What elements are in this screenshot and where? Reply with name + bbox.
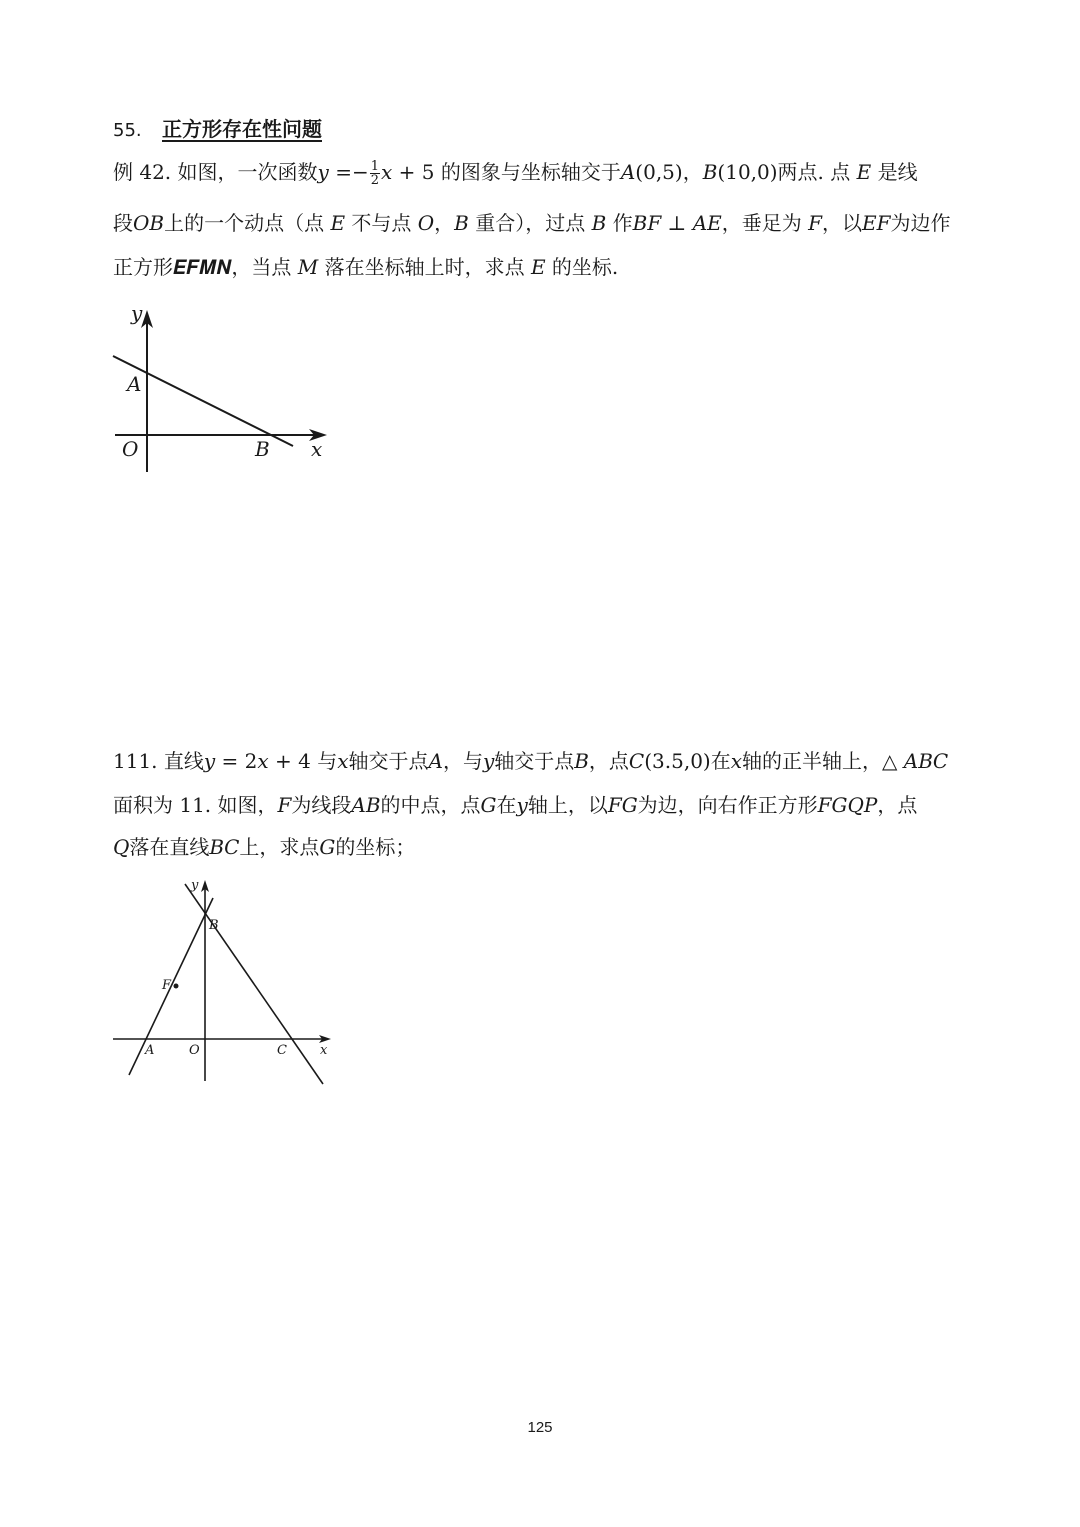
point-a: A [620, 160, 636, 184]
point-b: B [702, 160, 718, 184]
fraction-numerator: 1 [370, 159, 379, 174]
problem111-line3: 𝑄落在直线𝐵𝐶上，求点𝐺的坐标； [113, 835, 416, 859]
example42-line1-tail: 是线 [871, 160, 918, 184]
example42-intro: 例 42. 如图，一次函数 [113, 160, 318, 184]
label-c: C [277, 1043, 287, 1058]
point-b-coord: (10,0)两点. 点 [717, 160, 857, 184]
label-x: x [311, 437, 323, 461]
problem111-line1: 111. 直线𝑦 = 2𝑥 + 4 与𝑥轴交于点𝐴，与𝑦轴交于点𝐵，点𝐶(3.5,0)在𝑥轴的正半轴上，△ 𝐴𝐵𝐶 [113, 749, 949, 773]
example42-line2: 段𝑂𝐵上的一个动点（点 𝐸 不与点 𝑂，𝐵 重合），过点 𝐵 作𝐵𝐹 ⊥ 𝐴𝐸，垂足为 𝐹，以𝐸𝐹为边作 [113, 211, 951, 235]
label-f: F [162, 978, 172, 993]
eq-x: x [381, 160, 393, 184]
point-a-coord: (0,5)， [635, 160, 703, 184]
eq-y: y [317, 160, 329, 184]
label-o: O [189, 1043, 200, 1058]
label-a: A [127, 372, 142, 396]
label-o: O [122, 437, 139, 461]
label-a: A [145, 1043, 155, 1058]
point-e: E [856, 160, 872, 184]
eq-equals: =− [328, 160, 369, 184]
label-b: B [209, 918, 219, 933]
line-ab [113, 356, 293, 446]
section-title: 正方形存在性问题 [162, 117, 322, 141]
point-f-dot [174, 984, 179, 989]
fraction-denominator: 2 [370, 173, 379, 188]
problem111-line2: 面积为 11. 如图，𝐹为线段𝐴𝐵的中点，点𝐺在𝑦轴上，以𝐹𝐺为边，向右作正方形𝐹𝐺𝑄𝑃，点 [113, 793, 918, 817]
problem111-figure [105, 872, 345, 1092]
label-b: B [255, 437, 270, 461]
label-y: y [191, 878, 199, 893]
fraction-one-half [370, 160, 380, 187]
page-number: 125 [527, 1419, 553, 1436]
section-heading [113, 113, 322, 142]
eq-tail: + 5 的图象与坐标轴交于 [392, 160, 621, 184]
label-y: y [131, 301, 143, 325]
label-x: x [320, 1043, 328, 1058]
section-number: 55. [113, 120, 142, 141]
example42-line3: 正方形𝑬𝑭𝑴𝑵，当点 𝑀 落在坐标轴上时，求点 𝐸 的坐标. [113, 255, 619, 279]
example42-line1 [113, 158, 918, 187]
example42-figure [105, 300, 335, 480]
